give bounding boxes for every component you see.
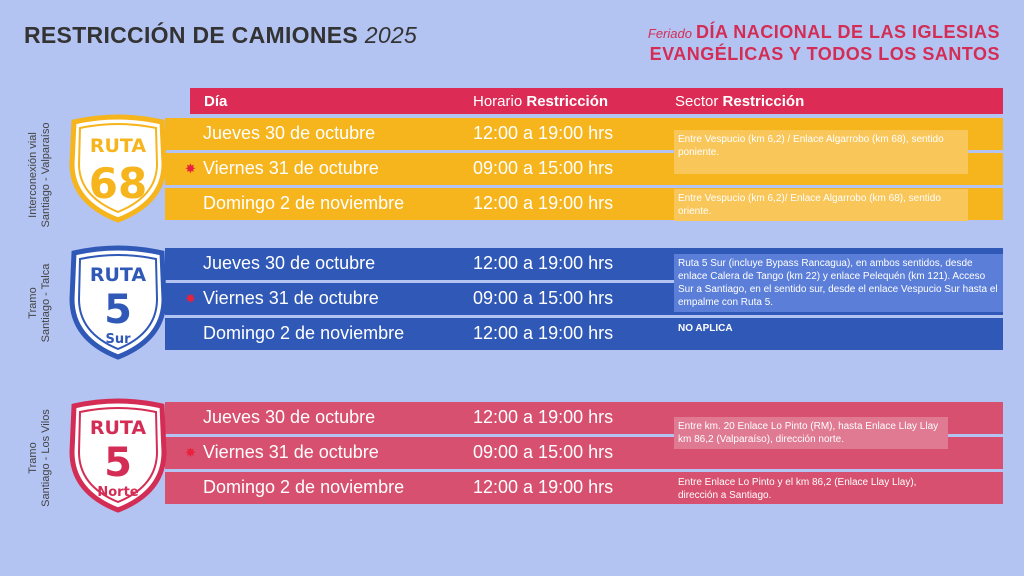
route-68-shield-icon — [64, 114, 172, 224]
shield-top-text: RUTA — [89, 264, 147, 286]
row-day: Domingo 2 de noviembre — [203, 193, 405, 213]
row-day: Jueves 30 de octubre — [203, 253, 376, 273]
route-5-sur-sector-2: NO APLICA — [678, 323, 733, 334]
holiday-marker-icon: ✸ — [185, 445, 196, 460]
row-day: Jueves 30 de octubre — [203, 123, 376, 143]
holiday-line-1: DÍA NACIONAL DE LAS IGLESIAS — [695, 22, 1000, 42]
route-68-sector-1: Entre Vespucio (km 6,2) / Enlace Algarrobo (km 68), sentido poniente. — [674, 130, 968, 174]
row-hours: 09:00 a 15:00 hrs — [473, 158, 614, 178]
route-5-norte-sector-1: Entre km. 20 Enlace Lo Pinto (RM), hasta Enlace Llay Llay km 86,2 (Valparaíso), dirección norte. — [674, 417, 948, 449]
route-68-side-line-1: Interconexión vial — [27, 132, 39, 218]
row-day: Domingo 2 de noviembre — [203, 323, 405, 343]
row-day: Viernes 31 de octubre — [203, 288, 379, 308]
header-horario: Horario Restricción — [473, 93, 609, 110]
table-header — [190, 88, 1003, 114]
shield-top-text: RUTA — [89, 135, 147, 157]
route-68-side-line-2: Santiago - Valparaíso — [40, 122, 52, 228]
route-5-norte-side-line-1: Tramo — [27, 442, 39, 474]
holiday-label: Feriado — [647, 26, 692, 41]
row-hours: 12:00 a 19:00 hrs — [473, 477, 614, 497]
route-68-sector-2: Entre Vespucio (km 6,2)/ Enlace Algarrobo (km 68), sentido oriente. — [674, 189, 968, 221]
route-5-sur-shield-icon — [64, 245, 172, 361]
route-5-sur-side-label — [27, 218, 53, 388]
row-hours: 12:00 a 19:00 hrs — [473, 323, 614, 343]
shield-sub-text: Sur — [105, 332, 131, 347]
row-day: Viernes 31 de octubre — [203, 158, 379, 178]
page-title — [24, 22, 417, 49]
route-5-norte-side-line-2: Santiago - Los Vilos — [40, 409, 52, 507]
title-year: 2025 — [364, 22, 418, 48]
shield-top-text: RUTA — [89, 417, 147, 439]
row-hours: 12:00 a 19:00 hrs — [473, 253, 614, 273]
header-dia: Día — [204, 93, 228, 110]
header-sector: Sector Restricción — [675, 93, 805, 110]
holiday-marker-icon: ✸ — [185, 291, 196, 306]
route-5-sur-sector-1: Ruta 5 Sur (incluye Bypass Rancagua), en ambos sentidos, desde enlace Calera de Tango (km 22) y enlace Pelequén (km 121). Acceso Sur a Santiago, en el sentido sur, desde el enlace Vespucio Sur hasta el empalme con Ruta 5. — [674, 254, 1003, 312]
row-hours: 09:00 a 15:00 hrs — [473, 442, 614, 462]
row-hours: 09:00 a 15:00 hrs — [473, 288, 614, 308]
row-day: Jueves 30 de octubre — [203, 407, 376, 427]
shield-number: 5 — [104, 287, 132, 333]
row-day: Domingo 2 de noviembre — [203, 477, 405, 497]
shield-number: 68 — [88, 159, 148, 208]
title-main: RESTRICCIÓN DE CAMIONES — [24, 22, 359, 48]
route-5-norte-shield-icon — [64, 398, 172, 514]
row-day: Viernes 31 de octubre — [203, 442, 379, 462]
row-hours: 12:00 a 19:00 hrs — [473, 123, 614, 143]
shield-number: 5 — [104, 440, 132, 486]
holiday-line-2: EVANGÉLICAS Y TODOS LOS SANTOS — [649, 44, 1000, 64]
route-5-norte-sector-2: Entre Enlace Lo Pinto y el km 86,2 (Enlace Llay Llay), dirección a Santiago. — [678, 477, 917, 501]
row-hours: 12:00 a 19:00 hrs — [473, 193, 614, 213]
holiday-marker-icon: ✸ — [185, 161, 196, 176]
row-hours: 12:00 a 19:00 hrs — [473, 407, 614, 427]
route-5-sur-side-line-2: Santiago - Talca — [40, 263, 52, 343]
route-5-sur-side-line-1: Tramo — [27, 287, 39, 319]
route-5-norte-side-label — [27, 373, 53, 543]
holiday-banner — [648, 22, 1000, 65]
shield-sub-text: Norte — [97, 485, 139, 500]
